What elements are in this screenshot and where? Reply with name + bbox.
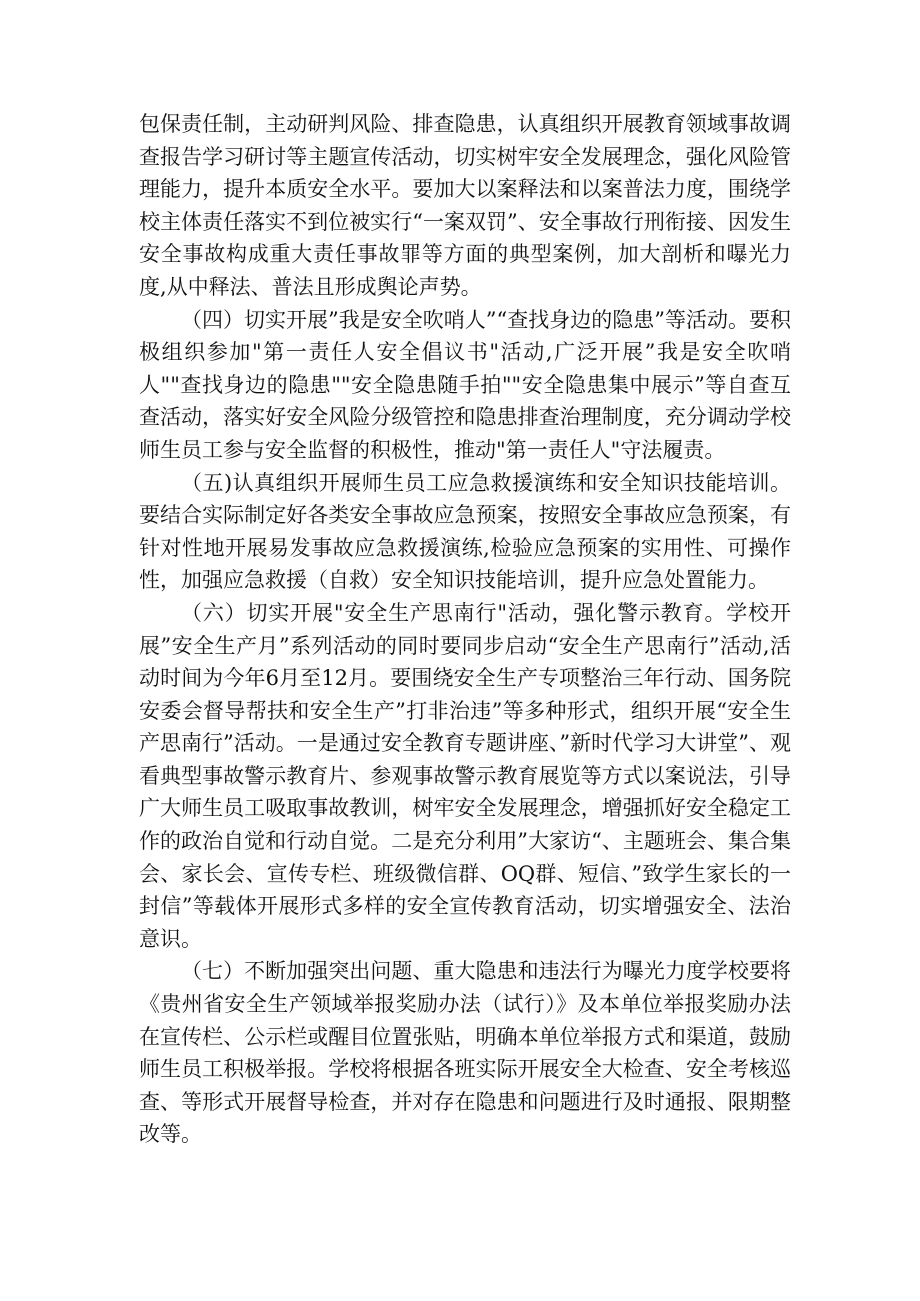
paragraph-item-5: （五)认真组织开展师生员工应急救援演练和安全知识技能培训。要结合实际制定好各类安全事故应急预案，按照安全事故应急预案，有针对性地开展易发事故应急救援演练,检验应急预案的实用性、可操作性，加强应急救援（自救）安全知识技能培训，提升应急处置能力。 (139, 470, 791, 593)
document-body (139, 108, 791, 1151)
paragraph-item-7: （七）不断加强突出问题、重大隐患和违法行为曝光力度学校要将《贵州省安全生产领域举报奖励办法（试行）》及本单位举报奖励办法在宣传栏、公示栏或醒目位置张贴，明确本单位举报方式和渠道，鼓励师生员工积极举报。学校将根据各班实际开展安全大检查、安全考核巡查、等形式开展督导检查，并对存在隐患和问题进行及时通报、限期整改等。 (139, 959, 791, 1147)
paragraph-intro: 包保责任制，主动研判风险、排查隐患，认真组织开展教育领域事故调查报告学习研讨等主题宣传活动，切实树牢安全发展理念，强化风险管理能力，提升本质安全水平。要加大以案释法和以案普法力度，围绕学校主体责任落实不到位被实行“一案双罚”、安全事故行刑衔接、因发生安全事故构成重大责任事故罪等方面的典型案例，加大剖析和曝光力度,从中释法、普法且形成舆论声势。 (139, 112, 791, 299)
paragraph-item-6: （六）切实开展"安全生产思南行"活动，强化警示教育。学校开展”安全生产月”系列活动的同时要同步启动“安全生产思南行”活动,活动时间为今年6月至12月。要围绕安全生产专项整治三年行动、国务院安委会督导帮扶和安全生产”打非治违”等多种形式，组织开展“安全生产思南行”活动。一是通过安全教育专题讲座、”新时代学习大讲堂”、观看典型事故警示教育片、参观事故警示教育展览等方式以案说法，引导广大师生员工吸取事故教训，树牢安全发展理念，增强抓好安全稳定工作的政治自觉和行动自觉。二是充分利用”大家访“、主题班会、集合集会、家长会、宣传专栏、班级微信群、OQ群、短信、”致学生家长的一封信”等载体开展形式多样的安全宣传教育活动，切实增强安全、法治意识。 (139, 600, 791, 951)
paragraph-item-4: （四）切实开展”我是安全吹哨人”“查找身边的隐患”等活动。要积极组织参加"第一责任人安全倡议书"活动,广泛开展”我是安全吹哨人""查找身边的隐患""安全隐患随手拍""安全隐患集中展示”等自查互查活动，落实好安全风险分级管控和隐患排查治理制度，充分调动学校师生员工参与安全监督的积极性，推动"第一责任人"守法履责。 (139, 307, 791, 462)
